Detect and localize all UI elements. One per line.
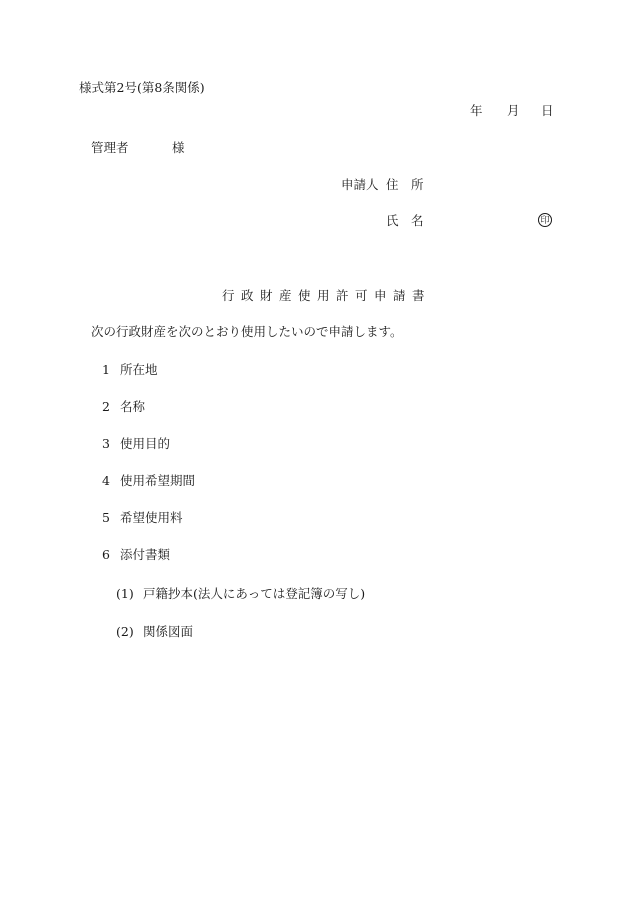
applicant-name-label: 氏 名 — [386, 213, 424, 228]
item-number: 4 — [102, 473, 110, 488]
document-title: 行政財産使用許可申請書 — [222, 288, 432, 303]
attachment-label-drawings: 関係図面 — [143, 624, 194, 639]
date-month-label: 月 — [507, 103, 520, 118]
applicant-address-label: 住 所 — [386, 177, 424, 192]
seal-mark: 印 — [538, 213, 552, 227]
form-number: 様式第2号(第8条関係) — [79, 80, 205, 95]
item-label-fee: 希望使用料 — [120, 510, 183, 525]
item-label-purpose: 使用目的 — [120, 436, 171, 451]
item-label-name: 名称 — [120, 399, 146, 414]
addressee-role: 管理者 — [91, 140, 129, 155]
addressee-honorific: 様 — [172, 140, 185, 155]
item-label-period: 使用希望期間 — [120, 473, 196, 488]
intro-text: 次の行政財産を次のとおり使用したいので申請します。 — [91, 324, 403, 339]
item-label-location: 所在地 — [120, 362, 158, 377]
date-year-label: 年 — [470, 103, 483, 118]
attachment-number: (2) — [116, 624, 134, 639]
item-number: 2 — [102, 399, 110, 414]
item-number: 6 — [102, 547, 110, 562]
applicant-label: 申請人 — [341, 177, 379, 192]
item-number: 5 — [102, 510, 110, 525]
date-day-label: 日 — [541, 103, 554, 118]
item-number: 3 — [102, 436, 110, 451]
attachment-number: (1) — [116, 586, 134, 601]
item-number: 1 — [102, 362, 110, 377]
item-label-attachments: 添付書類 — [120, 547, 171, 562]
attachment-label-register: 戸籍抄本(法人にあっては登記簿の写し) — [143, 586, 366, 601]
